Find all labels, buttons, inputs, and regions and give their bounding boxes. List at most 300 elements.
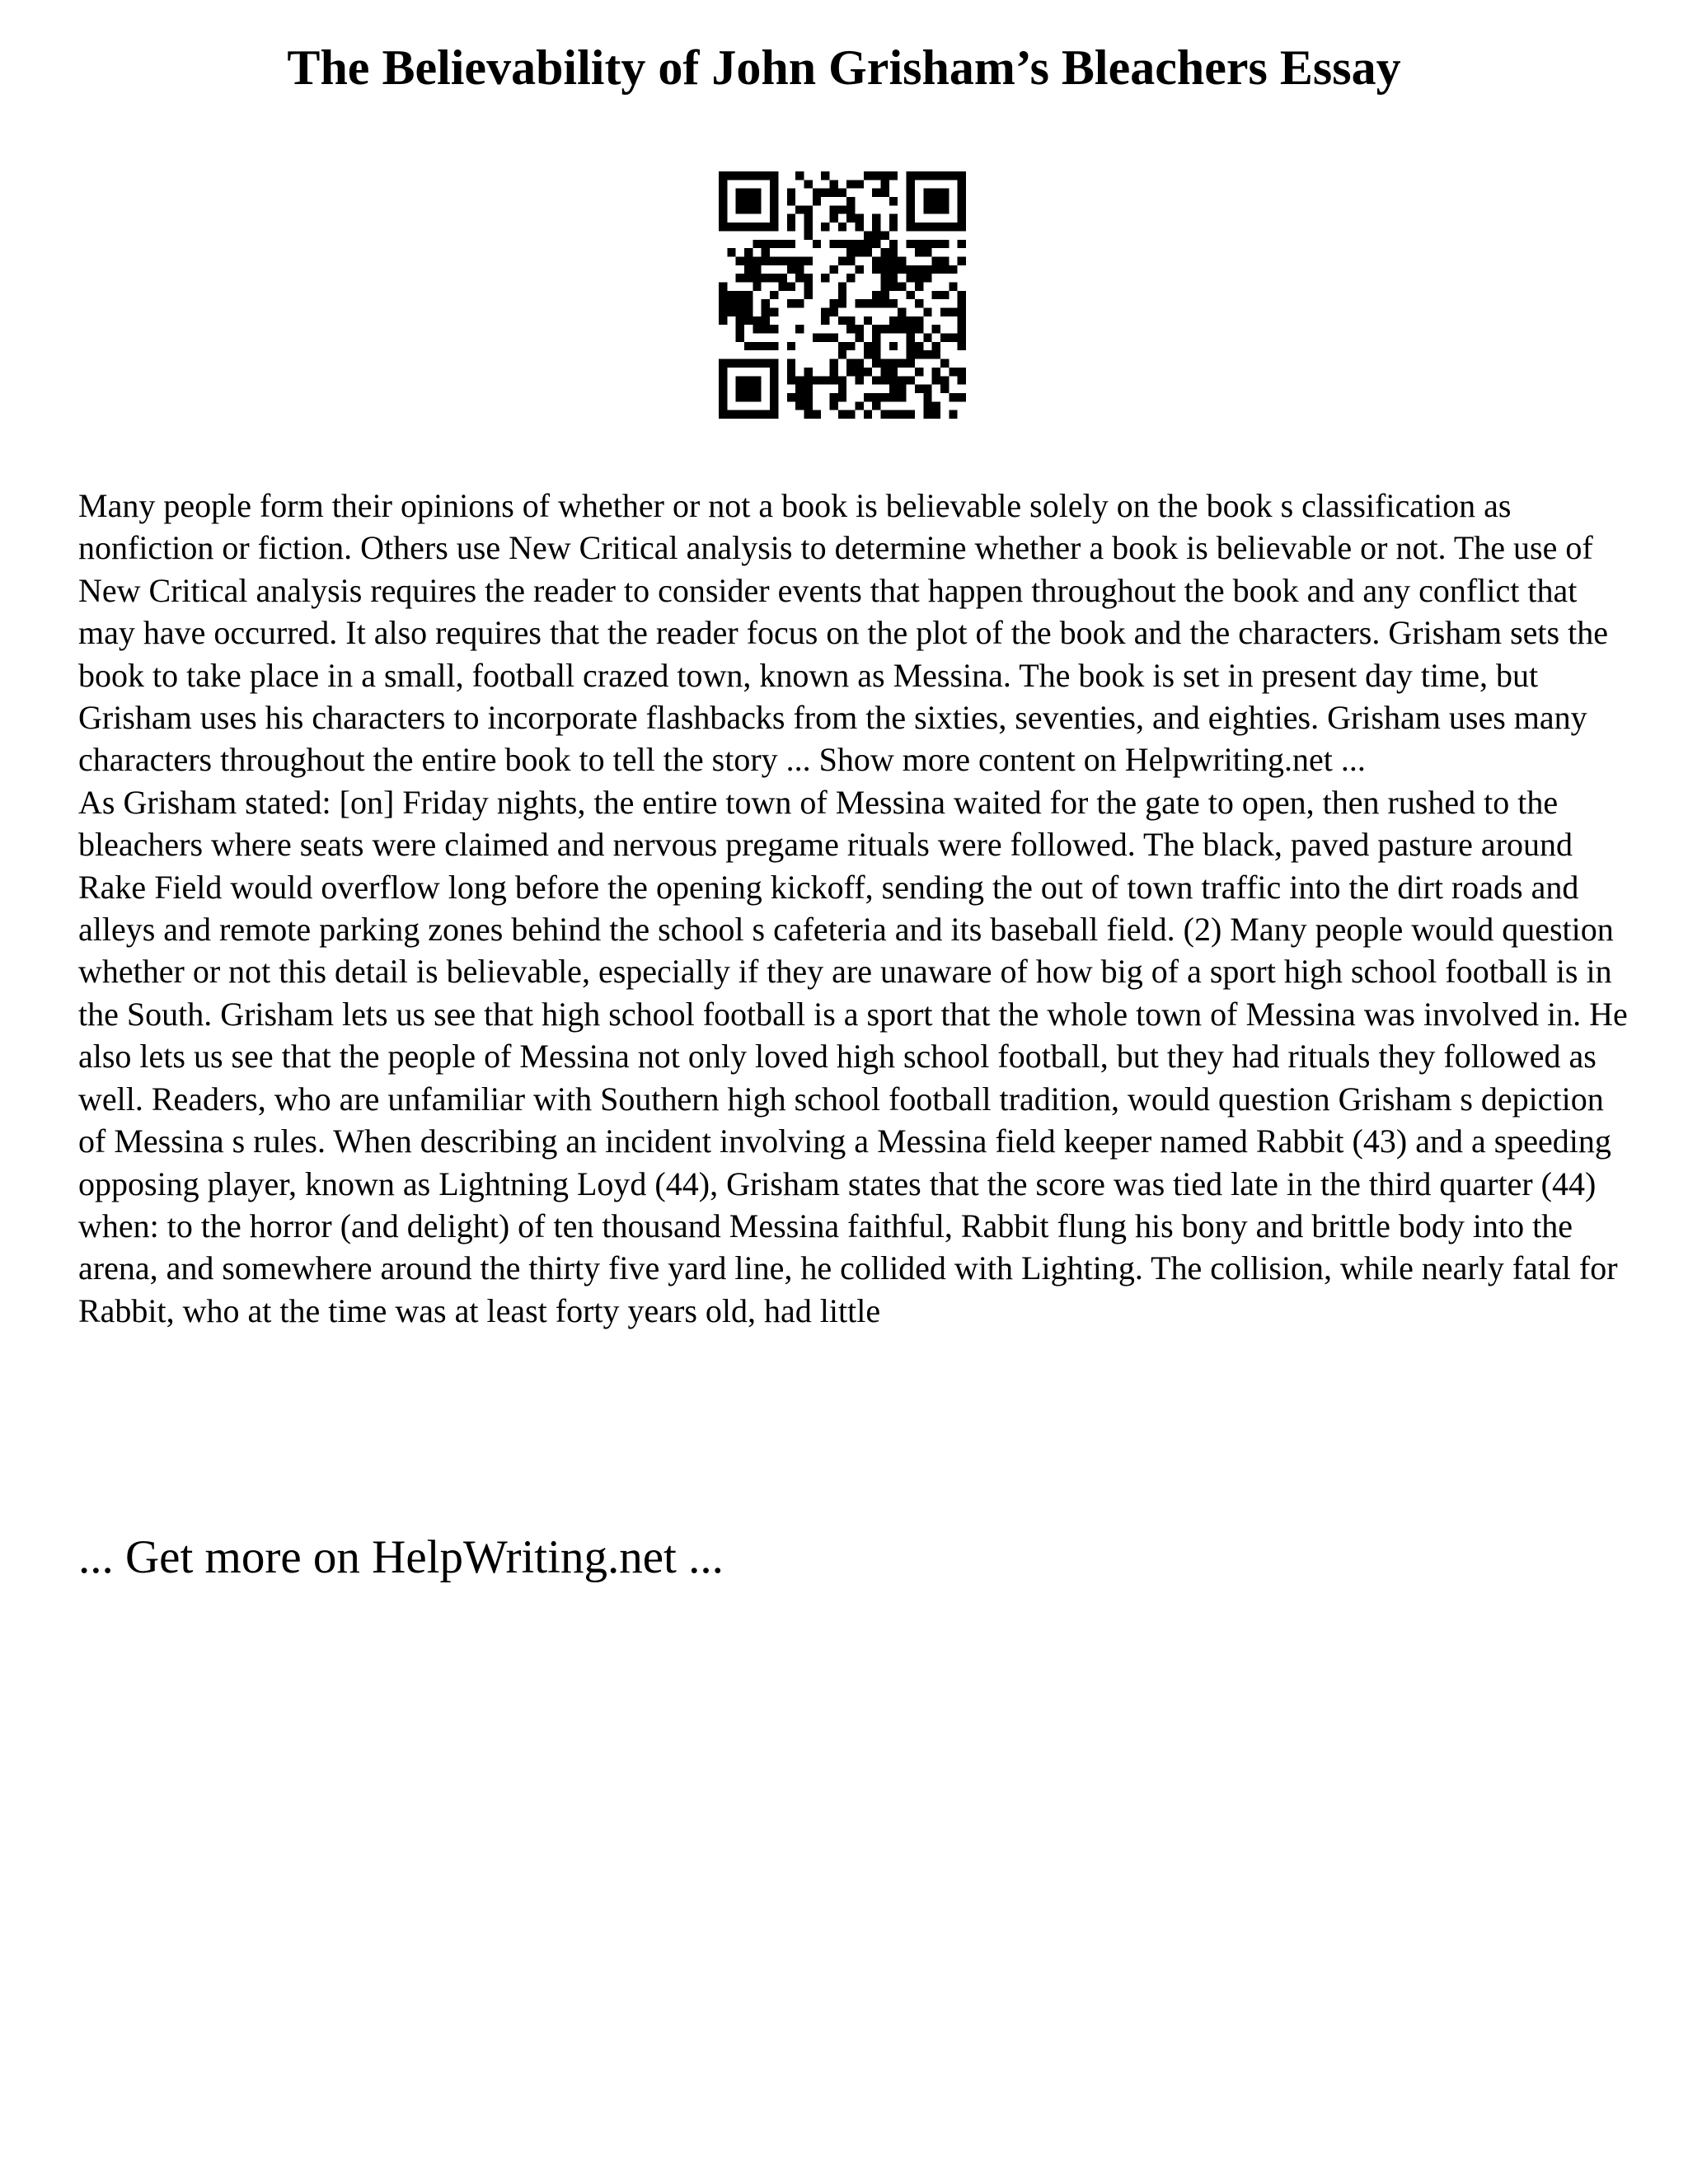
qr-module	[719, 197, 727, 205]
qr-module	[829, 205, 837, 213]
qr-module	[864, 410, 872, 419]
qr-code-icon[interactable]	[719, 171, 966, 419]
qr-module	[804, 205, 812, 213]
qr-module	[940, 197, 949, 205]
qr-module	[770, 240, 778, 248]
qr-module	[753, 282, 761, 290]
qr-module	[940, 385, 949, 393]
qr-module	[872, 350, 880, 359]
qr-module	[932, 265, 940, 274]
qr-module	[744, 189, 753, 197]
qr-module	[770, 189, 778, 197]
qr-module	[872, 393, 880, 401]
qr-module	[753, 205, 761, 213]
qr-module	[940, 205, 949, 213]
qr-module	[889, 325, 898, 333]
get-more-link[interactable]: ... Get more on HelpWriting.net ...	[78, 1531, 724, 1583]
qr-module	[744, 393, 753, 401]
qr-module	[872, 291, 880, 299]
qr-module	[907, 342, 915, 350]
qr-module	[898, 282, 906, 290]
qr-module	[736, 308, 744, 316]
qr-module	[829, 240, 837, 248]
qr-module	[907, 316, 915, 325]
qr-module	[762, 274, 770, 282]
qr-module	[915, 325, 923, 333]
qr-module	[923, 274, 931, 282]
qr-module	[744, 376, 753, 384]
qr-module	[753, 342, 761, 350]
qr-module	[762, 223, 770, 231]
qr-module	[958, 171, 966, 180]
qr-module	[881, 410, 889, 419]
qr-module	[838, 256, 846, 265]
qr-module	[770, 401, 778, 410]
qr-module	[838, 342, 846, 350]
qr-module	[829, 368, 837, 376]
qr-module	[932, 223, 940, 231]
qr-module	[787, 189, 795, 197]
qr-module	[770, 308, 778, 316]
qr-module	[787, 256, 795, 265]
qr-module	[864, 316, 872, 325]
qr-module	[787, 368, 795, 376]
qr-module	[770, 171, 778, 180]
qr-module	[889, 299, 898, 307]
qr-module	[898, 359, 906, 368]
qr-module	[821, 189, 829, 197]
qr-module	[753, 359, 761, 368]
qr-module	[719, 401, 727, 410]
qr-module	[898, 325, 906, 333]
qr-module	[932, 240, 940, 248]
qr-module	[872, 299, 880, 307]
qr-module	[719, 308, 727, 316]
qr-module	[889, 385, 898, 393]
qr-module	[744, 342, 753, 350]
qr-module	[881, 368, 889, 376]
qr-module	[795, 205, 804, 213]
qr-module	[856, 334, 864, 342]
qr-module	[736, 189, 744, 197]
qr-module	[872, 325, 880, 333]
qr-module	[923, 248, 931, 256]
qr-module	[719, 299, 727, 307]
qr-module	[762, 299, 770, 307]
qr-module	[736, 410, 744, 419]
qr-module	[949, 282, 957, 290]
qr-module	[949, 334, 957, 342]
qr-module	[889, 368, 898, 376]
qr-module	[770, 376, 778, 384]
qr-module	[829, 376, 837, 384]
qr-module	[898, 376, 906, 384]
qr-module	[872, 223, 880, 231]
qr-module	[727, 359, 735, 368]
qr-module	[744, 205, 753, 213]
qr-module	[949, 368, 957, 376]
qr-module	[958, 214, 966, 223]
qr-module	[770, 214, 778, 223]
qr-module	[923, 265, 931, 274]
qr-module	[744, 171, 753, 180]
document-title: The Believability of John Grisham’s Bleachers Essay	[287, 40, 1401, 95]
qr-module	[940, 171, 949, 180]
qr-module	[923, 223, 931, 231]
qr-module	[856, 214, 864, 223]
qr-module	[736, 171, 744, 180]
qr-module	[804, 180, 812, 188]
qr-module	[744, 385, 753, 393]
qr-module	[727, 308, 735, 316]
qr-module	[719, 316, 727, 325]
qr-module	[907, 223, 915, 231]
qr-module	[958, 291, 966, 299]
qr-module	[719, 291, 727, 299]
qr-module	[846, 359, 855, 368]
qr-module	[881, 299, 889, 307]
qr-module	[813, 410, 821, 419]
qr-module	[958, 180, 966, 188]
qr-module	[958, 376, 966, 384]
qr-module	[846, 197, 855, 205]
qr-module	[795, 401, 804, 410]
qr-module	[804, 393, 812, 401]
qr-module	[958, 256, 966, 265]
qr-module	[829, 393, 837, 401]
qr-module	[872, 256, 880, 265]
qr-module	[727, 410, 735, 419]
qr-module	[787, 223, 795, 231]
qr-module	[940, 308, 949, 316]
qr-module	[907, 291, 915, 299]
qr-module	[736, 205, 744, 213]
qr-module	[864, 171, 872, 180]
qr-module	[856, 401, 864, 410]
qr-module	[727, 171, 735, 180]
qr-module	[744, 299, 753, 307]
qr-module	[736, 316, 744, 325]
qr-module	[932, 350, 940, 359]
qr-module	[804, 385, 812, 393]
qr-module	[804, 291, 812, 299]
qr-module	[923, 410, 931, 419]
qr-module	[958, 334, 966, 342]
qr-module	[719, 205, 727, 213]
qr-module	[804, 282, 812, 290]
qr-module	[923, 240, 931, 248]
qr-module	[838, 385, 846, 393]
qr-module	[770, 359, 778, 368]
qr-module	[753, 393, 761, 401]
qr-module	[923, 401, 931, 410]
qr-module	[838, 376, 846, 384]
qr-module	[881, 274, 889, 282]
qr-module	[778, 282, 786, 290]
qr-module	[762, 248, 770, 256]
qr-module	[753, 256, 761, 265]
qr-module	[932, 205, 940, 213]
qr-module	[856, 240, 864, 248]
qr-module	[898, 265, 906, 274]
qr-module	[889, 223, 898, 231]
qr-module	[856, 376, 864, 384]
qr-module	[958, 308, 966, 316]
qr-module	[949, 223, 957, 231]
qr-module	[915, 342, 923, 350]
qr-module	[898, 393, 906, 401]
qr-module	[804, 256, 812, 265]
qr-module	[753, 274, 761, 282]
qr-module	[958, 368, 966, 376]
qr-module	[907, 350, 915, 359]
qr-module	[838, 350, 846, 359]
qr-module	[804, 274, 812, 282]
qr-module	[838, 240, 846, 248]
qr-module	[804, 223, 812, 231]
qr-module	[923, 171, 931, 180]
qr-module	[821, 334, 829, 342]
qr-module	[762, 256, 770, 265]
qr-module	[770, 256, 778, 265]
qr-module	[770, 342, 778, 350]
qr-module	[795, 376, 804, 384]
qr-module	[829, 214, 837, 223]
qr-module	[787, 265, 795, 274]
qr-module	[846, 274, 855, 282]
qr-module	[727, 299, 735, 307]
qr-module	[829, 401, 837, 410]
qr-module	[872, 265, 880, 274]
qr-module	[923, 189, 931, 197]
qr-module	[846, 180, 855, 188]
qr-module	[736, 256, 744, 265]
qr-module	[881, 325, 889, 333]
qr-module	[719, 393, 727, 401]
qr-module	[915, 350, 923, 359]
qr-module	[736, 376, 744, 384]
qr-module	[736, 223, 744, 231]
qr-module	[821, 274, 829, 282]
qr-module	[846, 256, 855, 265]
qr-module	[881, 265, 889, 274]
qr-module	[856, 265, 864, 274]
qr-module	[872, 214, 880, 223]
qr-module	[932, 376, 940, 384]
qr-module	[856, 248, 864, 256]
qr-module	[770, 393, 778, 401]
qr-module	[846, 240, 855, 248]
qr-module	[753, 240, 761, 248]
qr-module	[813, 197, 821, 205]
qr-module	[838, 393, 846, 401]
qr-module	[923, 350, 931, 359]
qr-module	[753, 197, 761, 205]
qr-module	[864, 240, 872, 248]
qr-module	[915, 282, 923, 290]
qr-module	[727, 291, 735, 299]
qr-module	[813, 334, 821, 342]
qr-module	[898, 410, 906, 419]
qr-module	[958, 325, 966, 333]
qr-module	[770, 291, 778, 299]
qr-module	[813, 189, 821, 197]
qr-module	[881, 231, 889, 239]
qr-module	[813, 240, 821, 248]
qr-module	[804, 401, 812, 410]
qr-module	[753, 376, 761, 384]
qr-module	[889, 197, 898, 205]
qr-module	[932, 291, 940, 299]
qr-module	[958, 240, 966, 248]
qr-module	[846, 205, 855, 213]
qr-module	[719, 189, 727, 197]
qr-module	[932, 171, 940, 180]
qr-module	[915, 368, 923, 376]
qr-module	[940, 240, 949, 248]
qr-module	[736, 274, 744, 282]
qr-module	[949, 171, 957, 180]
qr-module	[719, 368, 727, 376]
qr-module	[719, 359, 727, 368]
qr-module	[856, 359, 864, 368]
qr-module	[727, 248, 735, 256]
qr-module	[958, 393, 966, 401]
qr-module	[838, 282, 846, 290]
qr-module	[932, 368, 940, 376]
qr-module	[787, 342, 795, 350]
qr-module	[846, 410, 855, 419]
qr-module	[778, 256, 786, 265]
qr-module	[719, 410, 727, 419]
qr-module	[770, 410, 778, 419]
qr-module	[762, 171, 770, 180]
qr-module	[898, 316, 906, 325]
qr-module	[770, 385, 778, 393]
qr-module	[907, 214, 915, 223]
qr-module	[744, 248, 753, 256]
essay-paragraph-1: Many people form their opinions of whether or not a book is believable solely on the book s classification as nonfiction or fiction. Others use New Critical analysis to determine whether a book is believable or not. The use of New Critical analysis requires the reader to consider events that happen throughout the book and any conflict that may have occurred. It also requires that the reader focus on the plot of the book and the characters. Grisham sets the book to take place in a small, football crazed town, known as Messina. The book is set in present day time, but Grisham uses his characters to incorporate flashbacks from the sixties, seventies, and eighties. Grisham uses many characters throughout the entire book to tell the story ... Show more content on Helpwriting.net ...	[78, 487, 1608, 779]
qr-module	[744, 410, 753, 419]
qr-module	[940, 223, 949, 231]
qr-module	[940, 376, 949, 384]
qr-module	[881, 180, 889, 188]
qr-module	[907, 197, 915, 205]
qr-module	[753, 171, 761, 180]
qr-module	[872, 401, 880, 410]
qr-module	[719, 385, 727, 393]
qr-module	[838, 299, 846, 307]
qr-module	[889, 214, 898, 223]
qr-module	[907, 171, 915, 180]
qr-module	[889, 171, 898, 180]
qr-module	[889, 248, 898, 256]
qr-module	[744, 274, 753, 282]
qr-module	[940, 256, 949, 265]
qr-module	[753, 385, 761, 393]
qr-module	[940, 291, 949, 299]
qr-module	[829, 265, 837, 274]
qr-module	[856, 223, 864, 231]
qr-module	[770, 368, 778, 376]
qr-module	[804, 214, 812, 223]
qr-module	[958, 223, 966, 231]
qr-module	[923, 205, 931, 213]
qr-module	[821, 171, 829, 180]
qr-module	[881, 189, 889, 197]
qr-module	[829, 359, 837, 368]
qr-module	[898, 385, 906, 393]
qr-module	[907, 359, 915, 368]
qr-module	[923, 308, 931, 316]
qr-module	[898, 308, 906, 316]
qr-module	[864, 231, 872, 239]
qr-module	[736, 325, 744, 333]
qr-module	[762, 342, 770, 350]
qr-module	[907, 189, 915, 197]
qr-module	[829, 189, 837, 197]
qr-module	[907, 205, 915, 213]
qr-module	[940, 189, 949, 197]
qr-module	[889, 359, 898, 368]
qr-module	[932, 401, 940, 410]
qr-module	[804, 368, 812, 376]
qr-module	[958, 189, 966, 197]
qr-module	[762, 325, 770, 333]
qr-module	[889, 342, 898, 350]
qr-module	[838, 410, 846, 419]
qr-module	[872, 342, 880, 350]
qr-module	[829, 334, 837, 342]
qr-module	[744, 308, 753, 316]
qr-module	[889, 282, 898, 290]
qr-module	[821, 316, 829, 325]
qr-module	[846, 325, 855, 333]
qr-module	[762, 308, 770, 316]
qr-module	[932, 189, 940, 197]
essay-paragraph-2: As Grisham stated: [on] Friday nights, the entire town of Messina waited for the gate to open, then rushed to the bleachers where seats were claimed and nervous pregame rituals were followed. The black, paved pasture around Rake Field would overflow long before the opening kickoff, sending the out of town traffic into the dirt roads and alleys and remote parking zones behind the school s cafeteria and its baseball field. (2) Many people would question whether or not this detail is believable, especially if they are unaware of how big of a sport high school football is in the South. Grisham lets us see that high school football is a sport that the whole town of Messina was involved in. He also lets us see that the people of Messina not only loved high school football, but they had rituals they followed as well. Readers, who are unfamiliar with Southern high school football tradition, would question Grisham s depiction of Messina s rules. When describing an incident involving a Messina field keeper named Rabbit (43) and a speeding opposing player, known as Lightning Loyd (44), Grisham states that the score was tied late in the third quarter (44) when: to the horror (and delight) of ten thousand Messina faithful, Rabbit flung his bony and brittle body into the arena, and somewhere around the thirty five yard line, he collided with Lighting. The collision, while nearly fatal for Rabbit, who at the time was at least forty years old, had little	[78, 783, 1628, 1329]
qr-module	[907, 410, 915, 419]
qr-module	[864, 342, 872, 350]
qr-module	[907, 274, 915, 282]
qr-module	[907, 265, 915, 274]
qr-module	[804, 410, 812, 419]
qr-module	[770, 180, 778, 188]
qr-module	[923, 385, 931, 393]
qr-module	[795, 385, 804, 393]
qr-module	[881, 291, 889, 299]
qr-module	[958, 197, 966, 205]
qr-module	[881, 359, 889, 368]
qr-module	[907, 240, 915, 248]
qr-module	[770, 197, 778, 205]
qr-module	[829, 308, 837, 316]
qr-module	[795, 265, 804, 274]
qr-module	[872, 171, 880, 180]
qr-module	[787, 197, 795, 205]
qr-module	[719, 282, 727, 290]
qr-module	[846, 214, 855, 223]
qr-module	[821, 308, 829, 316]
qr-module	[889, 256, 898, 265]
qr-module	[829, 180, 837, 188]
qr-module	[787, 240, 795, 248]
qr-module	[736, 393, 744, 401]
qr-module	[932, 197, 940, 205]
qr-module	[736, 334, 744, 342]
qr-module	[856, 180, 864, 188]
qr-module	[915, 171, 923, 180]
